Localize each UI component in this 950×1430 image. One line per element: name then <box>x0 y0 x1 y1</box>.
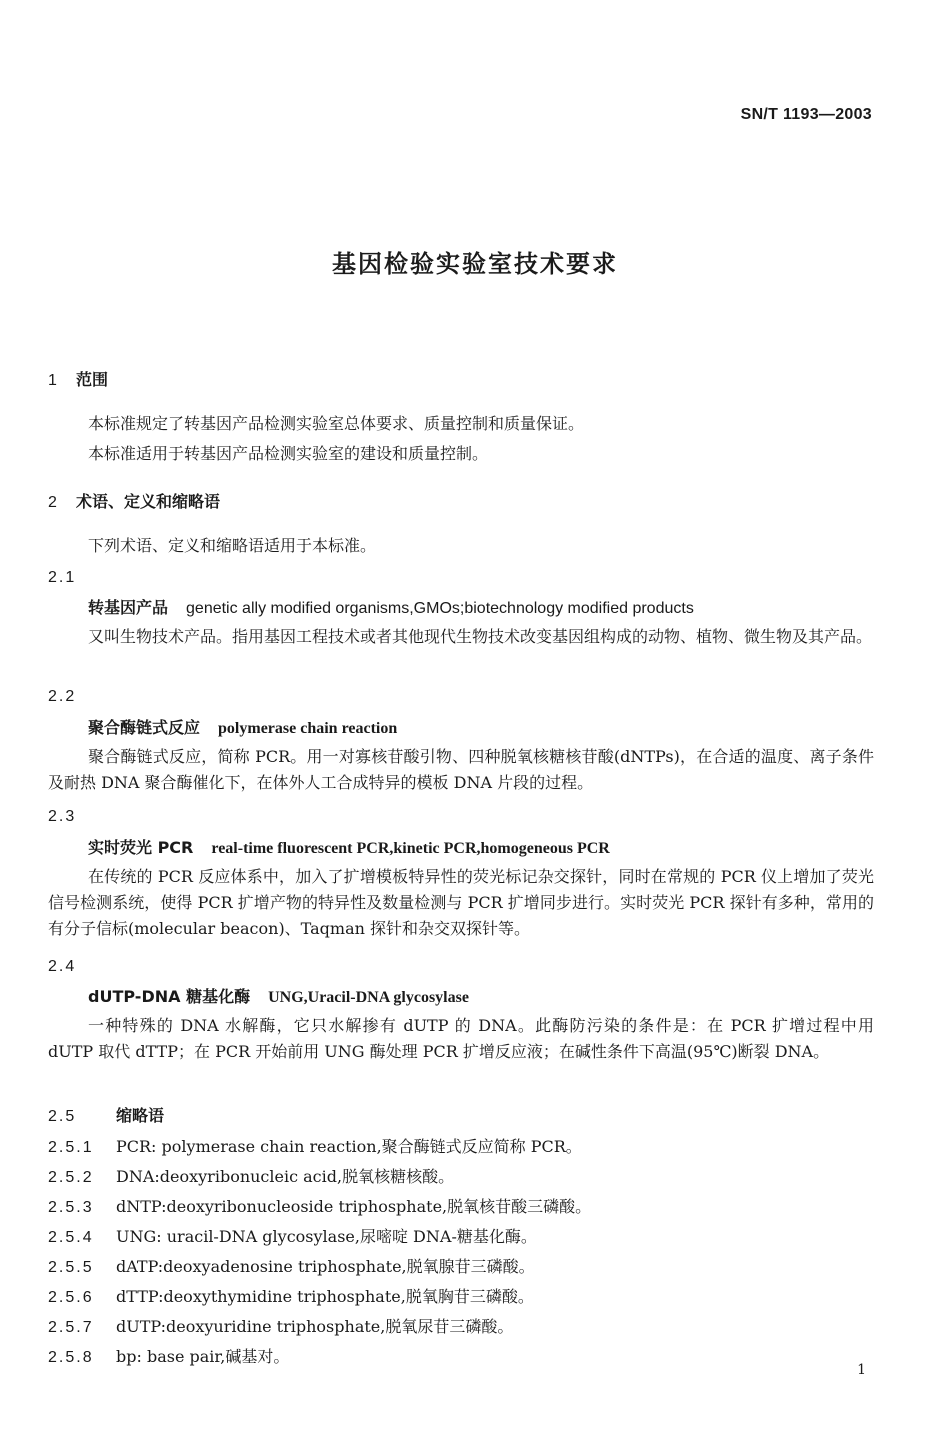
section-number: 2 <box>48 494 57 511</box>
scope-paragraph-1: 本标准规定了转基因产品检测实验室总体要求、质量控制和质量保证。 <box>88 414 585 433</box>
clause-number: 2.3 <box>48 808 77 825</box>
page-number: 1 <box>857 1362 866 1378</box>
abbreviation-text: dNTP:deoxyribonucleoside triphosphate,脱氧核苷酸三磷酸。 <box>116 1197 592 1216</box>
abbreviation-item <box>48 1226 537 1249</box>
section-2-heading <box>48 491 220 514</box>
standard-code: SN/T 1193—2003 <box>740 106 872 123</box>
abbreviation-item <box>48 1316 513 1339</box>
clause-number: 2.4 <box>48 958 77 975</box>
abbreviation-text: dTTP:deoxythymidine triphosphate,脱氧胸苷三磷酸。 <box>116 1287 534 1306</box>
clause-number: 2.1 <box>48 569 77 586</box>
definition-text: 聚合酶链式反应，简称 PCR。用一对寡核苷酸引物、四种脱氧核糖核苷酸(dNTPs)，在合适的温度、离子条件及耐热 DNA 聚合酶催化下，在体外人工合成特异的模板 DNA 片段的过程。 <box>48 747 874 792</box>
term-english: UNG,Uracil-DNA glycosylase <box>268 989 469 1006</box>
section-title: 范围 <box>76 370 109 389</box>
definition-term <box>88 597 694 620</box>
abbreviation-item <box>48 1346 289 1369</box>
abbreviation-number: 2.5.6 <box>48 1289 94 1306</box>
abbreviation-item <box>48 1166 454 1189</box>
abbreviation-item <box>48 1196 591 1219</box>
abbreviation-item <box>48 1136 582 1159</box>
abbreviation-text: UNG: uracil-DNA glycosylase,尿嘧啶 DNA-糖基化酶。 <box>116 1227 537 1246</box>
term-chinese: dUTP-DNA 糖基化酶 <box>88 987 251 1006</box>
term-english: polymerase chain reaction <box>218 720 398 737</box>
clause-number: 2.5 <box>48 1108 77 1125</box>
abbreviation-number: 2.5.7 <box>48 1319 94 1336</box>
abbreviation-text: DNA:deoxyribonucleic acid,脱氧核糖核酸。 <box>116 1167 455 1186</box>
term-chinese: 实时荧光 PCR <box>88 838 194 857</box>
abbreviation-text: PCR: polymerase chain reaction,聚合酶链式反应简称 PCR。 <box>116 1137 582 1156</box>
abbreviation-text: dATP:deoxyadenosine triphosphate,脱氧腺苷三磷酸。 <box>116 1257 535 1276</box>
abbreviation-text: dUTP:deoxyuridine triphosphate,脱氧尿苷三磷酸。 <box>116 1317 514 1336</box>
abbreviation-number: 2.5.5 <box>48 1259 94 1276</box>
abbreviations-heading <box>48 1105 164 1128</box>
section-title: 术语、定义和缩略语 <box>76 492 221 511</box>
section-1-heading <box>48 369 108 392</box>
abbreviation-number: 2.5.1 <box>48 1139 94 1156</box>
definition-term <box>88 837 610 860</box>
abbreviation-item <box>48 1256 535 1279</box>
abbreviations-title: 缩略语 <box>116 1106 165 1125</box>
definition-text: 又叫生物技术产品。指用基因工程技术或者其他现代生物技术改变基因组构成的动物、植物、微生物及其产品。 <box>88 627 873 646</box>
abbreviation-number: 2.5.2 <box>48 1169 94 1186</box>
definition-text: 在传统的 PCR 反应体系中，加入了扩增模板特异性的荧光标记杂交探针，同时在常规的 PCR 仪上增加了荧光信号检测系统，使得 PCR 扩增产物的特异性及数量检测与 PCR 扩增同步进行。实时荧光 PCR 探针有多种，常用的有分子信标(molecular beacon)、Taqman 探针和杂交双探针等。 <box>48 867 874 938</box>
term-chinese: 转基因产品 <box>88 598 169 617</box>
definition-text: 一种特殊的 DNA 水解酶，它只水解掺有 dUTP 的 DNA。此酶防污染的条件是：在 PCR 扩增过程中用 dUTP 取代 dTTP；在 PCR 开始前用 UNG 酶处理 PCR 扩增反应液；在碱性条件下高温(95℃)断裂 DNA。 <box>48 1016 874 1061</box>
term-english: genetic ally modified organisms,GMOs;biotechnology modified products <box>186 600 694 617</box>
abbreviation-number: 2.5.4 <box>48 1229 94 1246</box>
terms-intro: 下列术语、定义和缩略语适用于本标准。 <box>88 536 377 555</box>
term-english: real-time fluorescent PCR,kinetic PCR,homogeneous PCR <box>211 840 610 857</box>
abbreviation-text: bp: base pair,碱基对。 <box>116 1347 290 1366</box>
definition-term <box>88 986 469 1009</box>
term-chinese: 聚合酶链式反应 <box>88 718 201 737</box>
definition-term <box>88 717 397 740</box>
scope-paragraph-2: 本标准适用于转基因产品检测实验室的建设和质量控制。 <box>88 444 489 463</box>
section-number: 1 <box>48 372 57 389</box>
document-title: 基因检验实验室技术要求 <box>332 250 618 278</box>
clause-number: 2.2 <box>48 688 77 705</box>
abbreviation-number: 2.5.8 <box>48 1349 94 1366</box>
abbreviation-number: 2.5.3 <box>48 1199 94 1216</box>
abbreviation-item <box>48 1286 534 1309</box>
